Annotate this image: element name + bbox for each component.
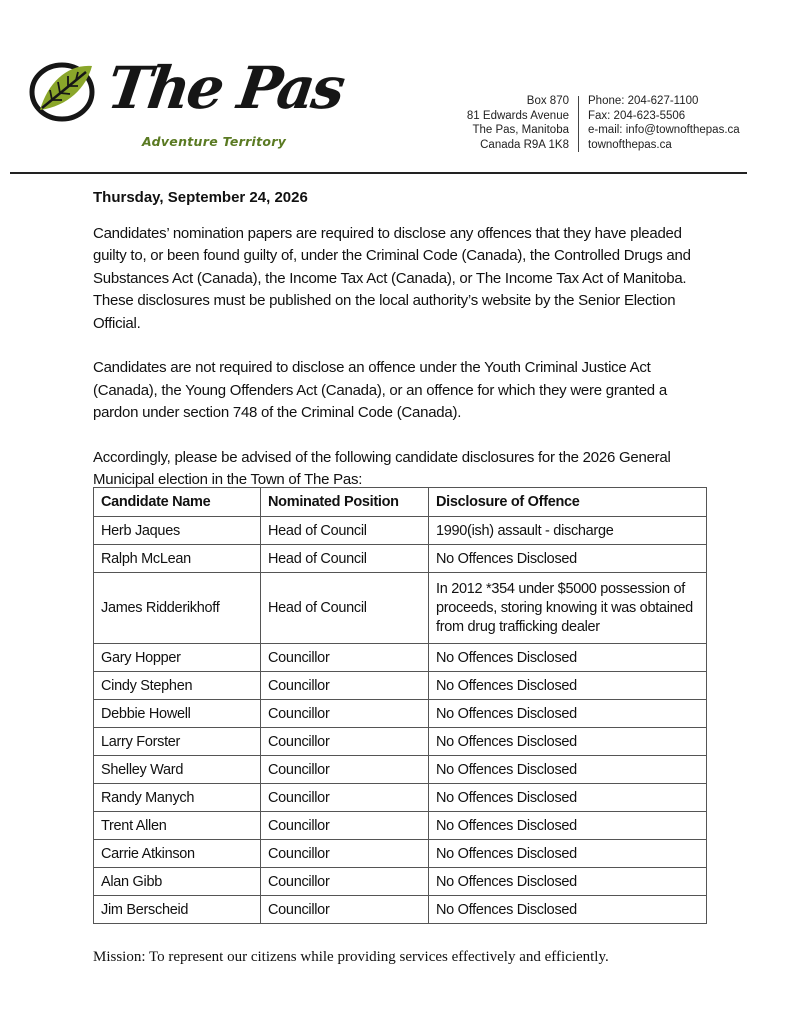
nominated-position: Councillor — [261, 700, 429, 728]
email: e-mail: info@townofthepas.ca — [588, 124, 740, 136]
table-header-row — [94, 488, 707, 517]
paragraph-exemptions: Candidates are not required to disclose an offence under the Youth Criminal Justice Act (Canada), the Young Offenders Act (Canada), or an offence for which they were granted a pardon under section 748 of the Criminal Code (Canada). — [93, 359, 667, 421]
candidate-disclosure-table — [93, 487, 707, 924]
nominated-position: Head of Council — [261, 545, 429, 573]
disclosure: No Offences Disclosed — [429, 545, 707, 573]
table-row — [94, 644, 707, 672]
candidate-name: Gary Hopper — [94, 644, 261, 672]
mailing-address — [467, 94, 569, 152]
disclosure: No Offences Disclosed — [429, 728, 707, 756]
table-row — [94, 840, 707, 868]
nominated-position: Councillor — [261, 812, 429, 840]
leaf-emblem-icon — [28, 52, 108, 132]
letter-date: Thursday, September 24, 2026 — [93, 189, 308, 206]
table-row — [94, 812, 707, 840]
disclosure: No Offences Disclosed — [429, 756, 707, 784]
table-row — [94, 700, 707, 728]
candidate-name: Ralph McLean — [94, 545, 261, 573]
table-row — [94, 573, 707, 644]
nominated-position: Councillor — [261, 784, 429, 812]
disclosure: 1990(ish) assault - discharge — [429, 517, 707, 545]
nominated-position: Councillor — [261, 728, 429, 756]
table-row — [94, 517, 707, 545]
mission-statement: Mission: To represent our citizens while providing services effectively and efficiently. — [93, 949, 609, 965]
contact-divider — [578, 96, 579, 152]
candidate-name: Shelley Ward — [94, 756, 261, 784]
header-nominated-position: Nominated Position — [261, 488, 429, 517]
header-rule — [10, 172, 747, 174]
nominated-position: Councillor — [261, 840, 429, 868]
table-row — [94, 545, 707, 573]
town-logo — [28, 52, 347, 157]
table-row — [94, 896, 707, 924]
disclosure: No Offences Disclosed — [429, 700, 707, 728]
nominated-position: Councillor — [261, 644, 429, 672]
website: townofthepas.ca — [588, 138, 672, 151]
table-row — [94, 672, 707, 700]
paragraph-disclosure-requirement: Candidates’ nomination papers are required to disclose any offences that they have pleaded guilty to, or been found guilty of, under the Criminal Code (Canada), the Controlled Drugs and Substances Act (Canada), the Income Tax Act (Canada), or The Income Tax Act of Manitoba. These disclosures must be published on the local authority’s website by the Senior Election Official. — [93, 224, 691, 332]
disclosure: In 2012 *354 under $5000 possession of proceeds, storing knowing it was obtained from drug trafficking dealer — [429, 573, 707, 644]
table-row — [94, 756, 707, 784]
disclosure: No Offences Disclosed — [429, 896, 707, 924]
table-row — [94, 868, 707, 896]
address-line: The Pas, Manitoba — [472, 124, 569, 136]
candidate-name: Jim Berscheid — [94, 896, 261, 924]
disclosure: No Offences Disclosed — [429, 812, 707, 840]
logo-title: The Pas — [103, 54, 347, 122]
nominated-position: Councillor — [261, 672, 429, 700]
nominated-position: Councillor — [261, 756, 429, 784]
fax: Fax: 204-623-5506 — [588, 109, 686, 122]
disclosure: No Offences Disclosed — [429, 784, 707, 812]
candidate-name: Cindy Stephen — [94, 672, 261, 700]
candidate-name: Alan Gibb — [94, 868, 261, 896]
candidate-name: Randy Manych — [94, 784, 261, 812]
address-line: Canada R9A 1K8 — [480, 138, 569, 151]
disclosure: No Offences Disclosed — [429, 840, 707, 868]
address-line: Box 870 — [526, 95, 569, 107]
table-row — [94, 728, 707, 756]
disclosure: No Offences Disclosed — [429, 868, 707, 896]
candidate-name: Trent Allen — [94, 812, 261, 840]
candidate-name: James Ridderikhoff — [94, 573, 261, 644]
address-line: 81 Edwards Avenue — [466, 109, 569, 122]
disclosure: No Offences Disclosed — [429, 672, 707, 700]
header-candidate-name: Candidate Name — [94, 488, 261, 517]
candidate-name: Debbie Howell — [94, 700, 261, 728]
contact-info — [588, 94, 740, 152]
disclosure: No Offences Disclosed — [429, 644, 707, 672]
letter-body — [93, 187, 708, 492]
candidate-name: Carrie Atkinson — [94, 840, 261, 868]
candidate-name: Larry Forster — [94, 728, 261, 756]
nominated-position: Councillor — [261, 896, 429, 924]
phone: Phone: 204-627-1100 — [588, 95, 699, 107]
nominated-position: Councillor — [261, 868, 429, 896]
candidate-name: Herb Jaques — [94, 517, 261, 545]
nominated-position: Head of Council — [261, 517, 429, 545]
table-row — [94, 784, 707, 812]
nominated-position: Head of Council — [261, 573, 429, 644]
paragraph-intro-table: Accordingly, please be advised of the following candidate disclosures for the 2026 General Municipal election in the Town of The Pas: — [93, 448, 671, 488]
logo-tagline: Adventure Territory — [142, 134, 287, 149]
header-disclosure-of-offence: Disclosure of Offence — [429, 488, 707, 517]
